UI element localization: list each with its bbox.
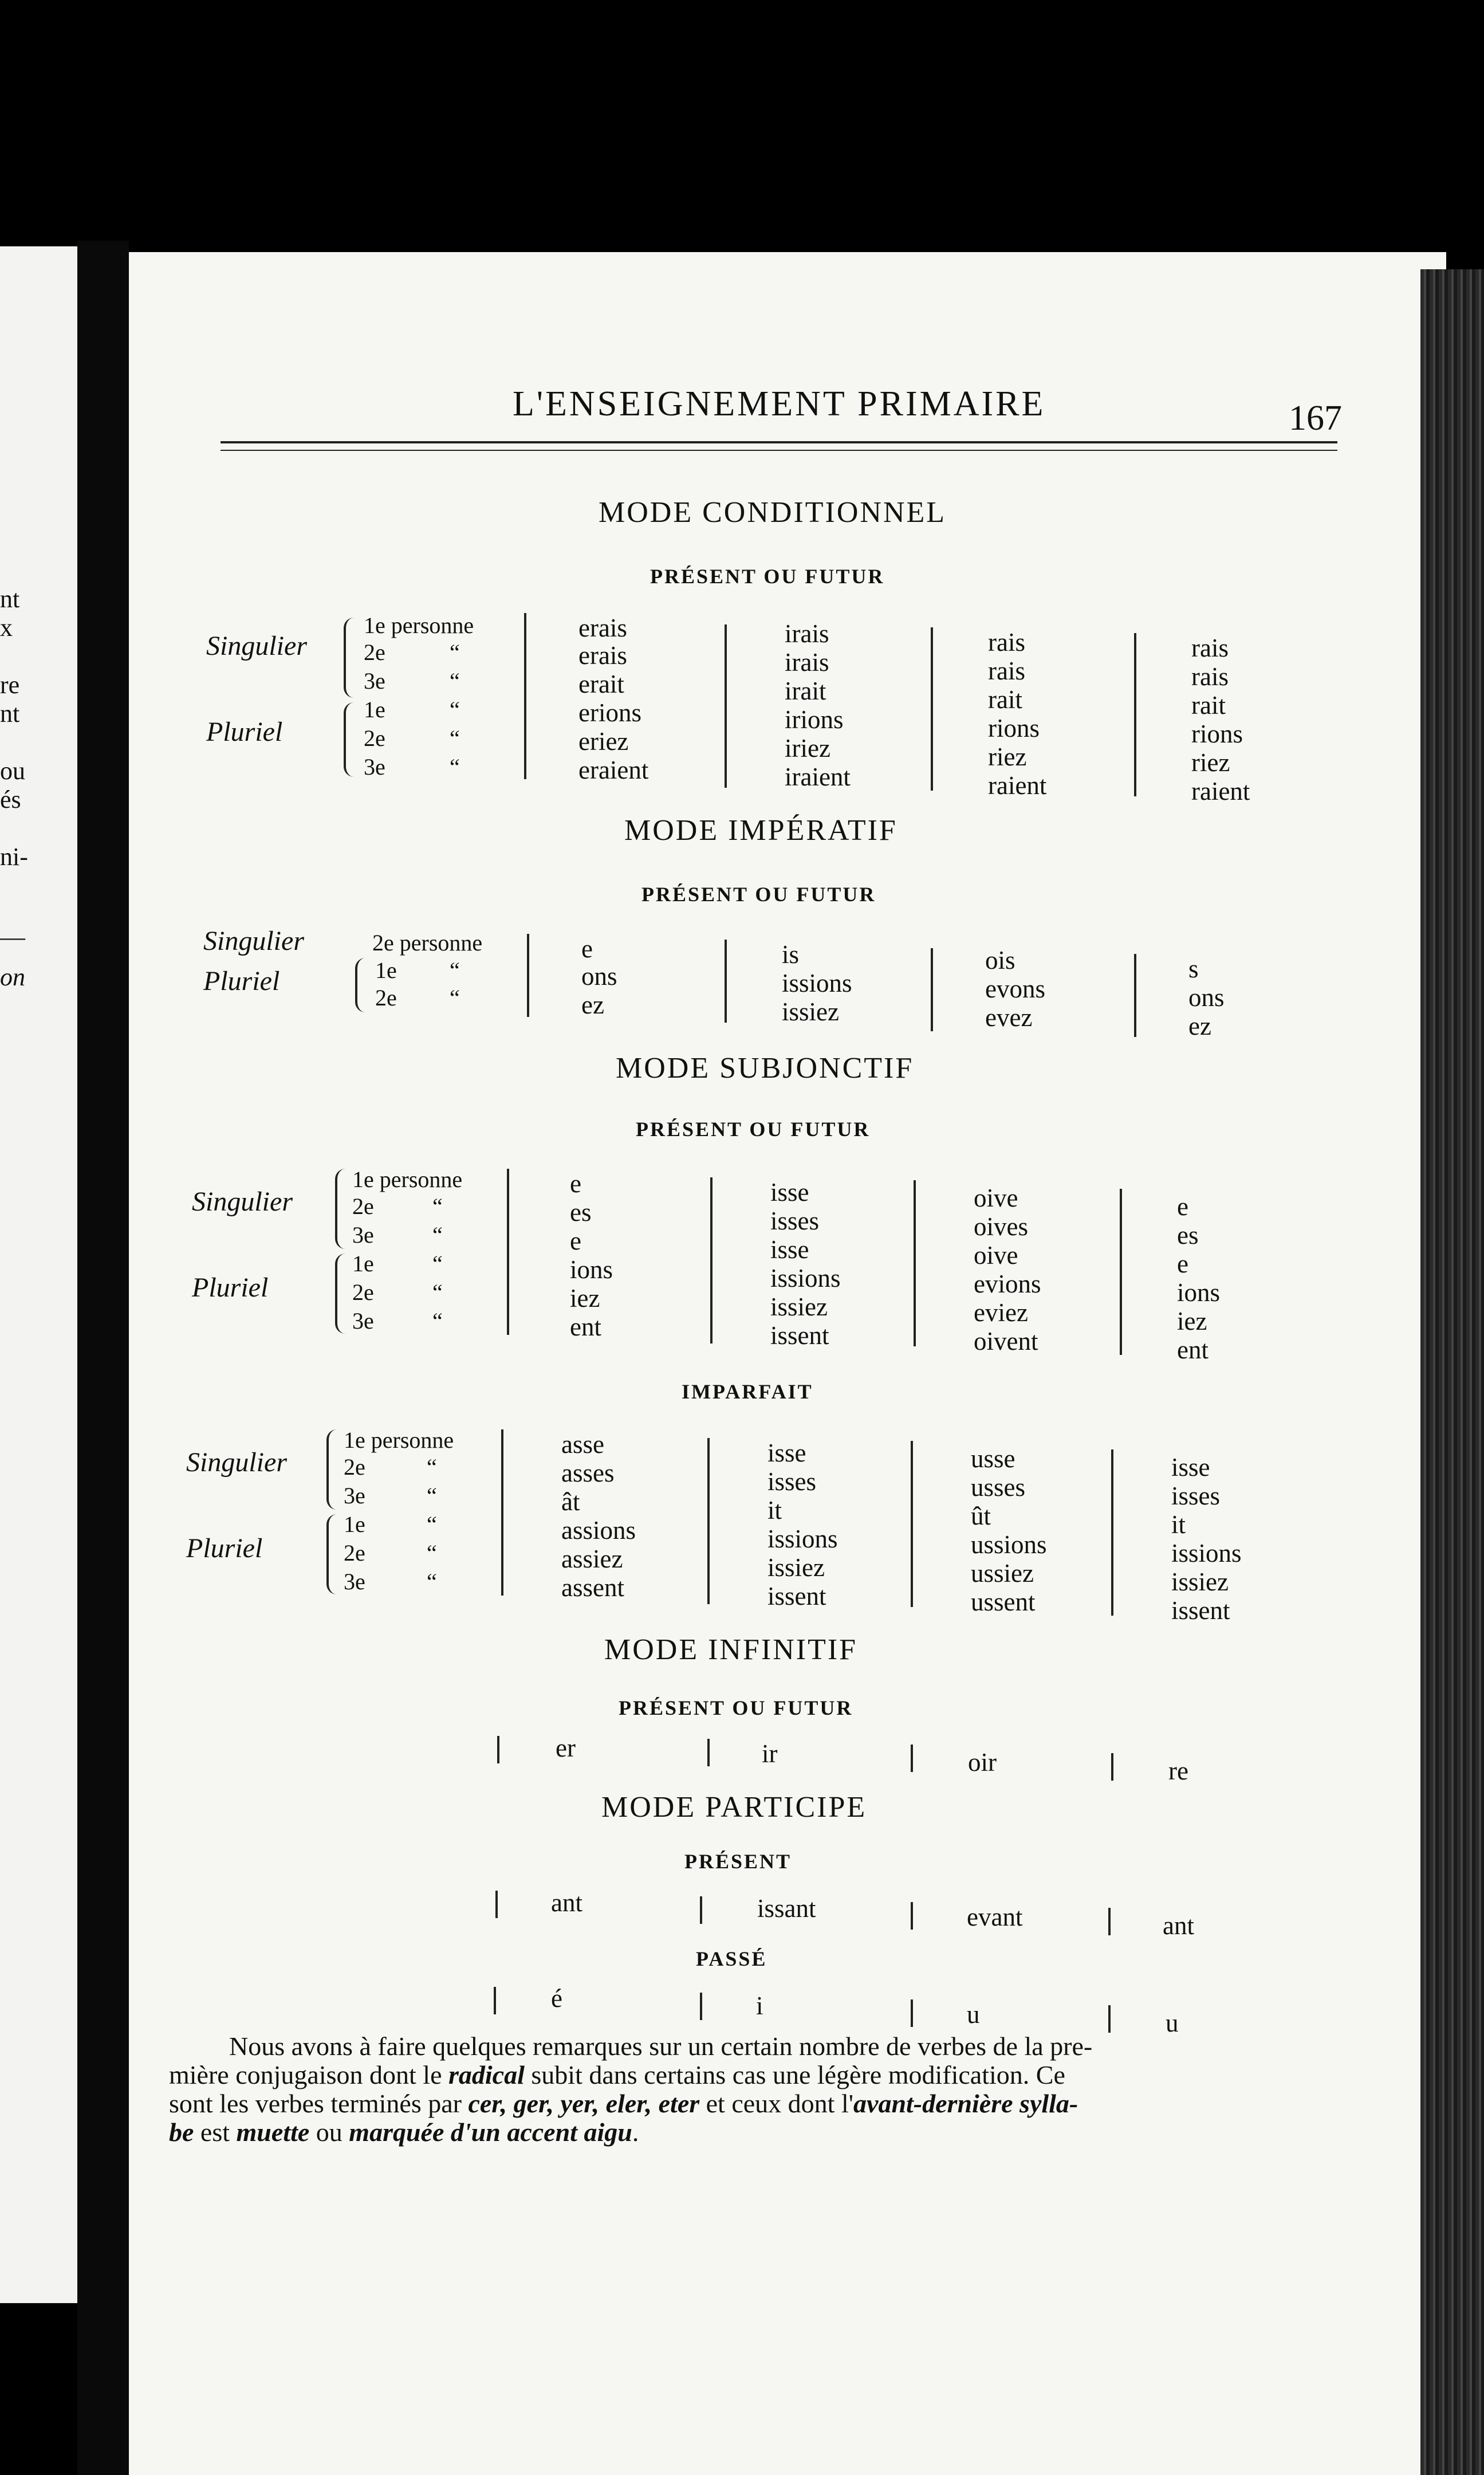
ditto-mark: “ [427, 1540, 437, 1566]
ending: assions [561, 1516, 636, 1545]
ending: ussent [971, 1588, 1036, 1616]
ditto-mark: “ [432, 1222, 443, 1248]
ending: isse [1171, 1453, 1210, 1482]
person-label: 2e [364, 725, 385, 751]
column-divider [494, 1987, 496, 2014]
ending: oivent [974, 1327, 1038, 1356]
ending: issant [757, 1894, 816, 1923]
ditto-mark: “ [450, 754, 460, 780]
person-label: 1e personne [352, 1166, 463, 1192]
ending: u [1166, 2009, 1179, 2037]
previous-page-edge [0, 246, 77, 2303]
tense-label: PRÉSENT OU FUTUR [650, 565, 885, 588]
section-title-subjonctif: MODE SUBJONCTIF [616, 1052, 914, 1085]
column-divider [1134, 633, 1136, 796]
column-divider [725, 940, 727, 1023]
paragraph-text: sont les verbes terminés par [169, 2089, 469, 2118]
ending: issiez [782, 997, 839, 1026]
ending: oir [968, 1748, 997, 1777]
paragraph-line [169, 2090, 1078, 2118]
ending: erais [578, 614, 627, 642]
ending: riez [988, 742, 1027, 771]
ending: erais [578, 641, 627, 670]
column-divider [495, 1891, 498, 1918]
ending: eraient [578, 756, 649, 784]
column-divider [700, 1993, 702, 2020]
prev-page-fragment: ou [0, 757, 25, 785]
section-title-participe: MODE PARTICIPE [601, 1791, 867, 1824]
paragraph-text: . [632, 2118, 639, 2147]
ending: re [1168, 1757, 1188, 1785]
person-label: 3e [352, 1308, 374, 1334]
ditto-mark: “ [432, 1279, 443, 1305]
ending: ir [762, 1739, 778, 1768]
paragraph-text: ou [309, 2118, 349, 2147]
ending: iez [1177, 1307, 1207, 1335]
column-divider [725, 624, 727, 788]
column-divider [1111, 1753, 1113, 1781]
column-divider [527, 934, 529, 1017]
ending: ions [570, 1255, 613, 1284]
ditto-mark: “ [432, 1308, 443, 1334]
ending: oive [974, 1241, 1018, 1270]
column-divider [507, 1169, 509, 1335]
brace [355, 958, 365, 1012]
ending: oive [974, 1184, 1018, 1212]
label-pluriel: Pluriel [206, 717, 283, 747]
ending: issions [770, 1264, 841, 1292]
ending: ez [581, 991, 604, 1019]
ending: issions [1171, 1539, 1242, 1568]
ending: raient [1191, 777, 1250, 806]
paragraph-text: et ceux dont l' [699, 2089, 854, 2118]
ending: iraient [785, 763, 851, 791]
ending: issions [767, 1525, 838, 1553]
ending: issions [782, 969, 852, 997]
running-header-title: L'ENSEIGNEMENT PRIMAIRE [513, 384, 1046, 423]
header-rule [221, 441, 1337, 443]
ending: evant [967, 1903, 1023, 1931]
ending: ez [1188, 1012, 1211, 1040]
ditto-mark: “ [450, 668, 460, 694]
paragraph-emphasis: marquée d'un accent aigu [349, 2118, 632, 2147]
label-singulier: Singulier [186, 1447, 287, 1478]
person-label: 1e personne [344, 1427, 454, 1453]
person-label: 2e [344, 1454, 365, 1480]
person-label: 2e [344, 1540, 365, 1566]
paragraph-emphasis: cer, ger, yer, eler, eter [468, 2089, 700, 2118]
ditto-mark: “ [450, 957, 460, 983]
ending: irais [785, 648, 829, 677]
section-title-conditionnel: MODE CONDITIONNEL [599, 496, 947, 529]
prev-page-fragment: ni- [0, 843, 28, 871]
ending: it [767, 1496, 782, 1525]
ending: eriez [578, 727, 629, 756]
ending: rais [1191, 662, 1229, 691]
column-divider [931, 948, 933, 1031]
section-title-imperatif: MODE IMPÉRATIF [624, 814, 898, 847]
person-label: 1e [364, 697, 385, 722]
column-divider [1134, 954, 1136, 1037]
ending: ent [570, 1313, 601, 1341]
person-label: 1e [352, 1251, 374, 1276]
ending: issent [770, 1321, 829, 1350]
tense-label: IMPARFAIT [682, 1380, 813, 1403]
column-divider [707, 1438, 710, 1604]
ending: isse [767, 1439, 806, 1467]
ending: issiez [767, 1553, 825, 1582]
brace [335, 1169, 345, 1249]
prev-page-fragment: és [0, 785, 21, 814]
column-divider [1120, 1189, 1122, 1355]
column-divider [1108, 2005, 1111, 2033]
ending: isses [767, 1467, 817, 1496]
column-divider [914, 1180, 916, 1346]
column-divider [911, 1902, 913, 1930]
ending: raient [988, 771, 1047, 800]
ending: rions [1191, 720, 1243, 748]
column-divider [710, 1177, 713, 1343]
ending: s [1188, 954, 1199, 983]
column-divider [911, 1441, 913, 1607]
person-label: 3e [364, 668, 385, 694]
ending: issiez [770, 1292, 828, 1321]
ditto-mark: “ [432, 1251, 443, 1276]
person-label: 1e personne [364, 612, 474, 638]
ditto-mark: “ [427, 1569, 437, 1594]
paragraph-emphasis: muette [236, 2118, 310, 2147]
tense-label: PRÉSENT OU FUTUR [641, 883, 876, 906]
ending: ois [985, 946, 1015, 975]
brace [344, 702, 354, 777]
ending: evons [985, 975, 1045, 1003]
ditto-mark: “ [450, 725, 460, 751]
ending: issent [767, 1582, 826, 1610]
ending: rais [988, 628, 1025, 657]
ending: erait [578, 670, 624, 698]
ditto-mark: “ [427, 1454, 437, 1480]
label-singulier: Singulier [203, 926, 304, 956]
brace [326, 1429, 337, 1510]
ending: é [551, 1984, 562, 2013]
ending: ussiez [971, 1559, 1034, 1588]
prev-page-fragment: — [0, 923, 25, 951]
page-number: 167 [1289, 399, 1342, 438]
paragraph-text: mière conjugaison dont le [169, 2060, 448, 2089]
ending: issent [1171, 1596, 1230, 1625]
column-divider [700, 1896, 702, 1924]
ending: is [782, 940, 800, 969]
ending: e [1177, 1250, 1188, 1278]
ending: oives [974, 1212, 1028, 1241]
ending: usse [971, 1444, 1015, 1473]
ending: riez [1191, 748, 1230, 777]
ending: rait [1191, 691, 1226, 720]
ending: u [967, 2000, 980, 2029]
person-label: 3e [344, 1569, 365, 1594]
paragraph-line [169, 2061, 1065, 2089]
prev-page-fragment: on [0, 963, 25, 991]
ending: isses [770, 1207, 820, 1235]
ending: ant [551, 1888, 582, 1917]
ending: isse [770, 1178, 809, 1207]
person-label: 1e [375, 957, 397, 983]
ending: isses [1171, 1482, 1221, 1510]
ending: e [1177, 1192, 1188, 1221]
ending: e [581, 934, 593, 963]
header-rule [221, 450, 1337, 451]
ending: usses [971, 1473, 1026, 1502]
page-edges [1420, 269, 1484, 2475]
person-label: 3e [364, 754, 385, 780]
ending: evions [974, 1270, 1041, 1298]
paragraph-text: est [194, 2118, 237, 2147]
ditto-mark: “ [427, 1511, 437, 1537]
column-divider [524, 613, 526, 779]
ditto-mark: “ [450, 697, 460, 722]
tense-label: PASSÉ [696, 1947, 767, 1970]
paragraph-line [229, 2033, 1092, 2060]
ending: rais [1191, 634, 1229, 662]
brace [326, 1514, 337, 1594]
ending: rais [988, 657, 1025, 685]
paragraph-emphasis: be [169, 2118, 194, 2147]
paragraph-emphasis: avant-dernière sylla- [853, 2089, 1078, 2118]
ending: iez [570, 1284, 600, 1313]
ending: erions [578, 698, 641, 727]
label-pluriel: Pluriel [186, 1533, 263, 1563]
paragraph-line [169, 2119, 639, 2146]
ending: rait [988, 685, 1022, 714]
book-gutter [77, 241, 129, 2475]
prev-page-fragment: re [0, 671, 20, 699]
prev-page-fragment: nt [0, 585, 20, 613]
label-singulier: Singulier [192, 1187, 293, 1217]
person-label: 2e [364, 639, 385, 665]
brace [335, 1254, 345, 1334]
ending: assent [561, 1573, 624, 1602]
person-label: 2e [352, 1279, 374, 1305]
label-pluriel: Pluriel [192, 1272, 269, 1303]
ending: ant [1163, 1911, 1194, 1940]
ditto-mark: “ [450, 985, 460, 1011]
ending: rions [988, 714, 1040, 742]
ending: it [1171, 1510, 1186, 1539]
ending: ons [581, 962, 617, 991]
ending: ât [561, 1487, 580, 1516]
ending: iriez [785, 734, 830, 763]
label-pluriel: Pluriel [203, 966, 280, 996]
ending: isse [770, 1235, 809, 1264]
person-label: 2e [352, 1193, 374, 1219]
tense-label: PRÉSENT [684, 1850, 792, 1873]
ditto-mark: “ [432, 1193, 443, 1219]
ditto-mark: “ [427, 1483, 437, 1508]
column-divider [911, 1999, 913, 2027]
ending: ions [1177, 1278, 1221, 1307]
column-divider [501, 1429, 503, 1596]
ending: assiez [561, 1545, 623, 1573]
person-label: 3e [344, 1483, 365, 1508]
person-label: 2e [375, 985, 397, 1011]
paragraph-text: subit dans certains cas une légère modification. Ce [524, 2060, 1065, 2089]
column-divider [911, 1745, 913, 1772]
ending: ussions [971, 1530, 1047, 1559]
person-label: 3e [352, 1222, 374, 1248]
tense-label: PRÉSENT OU FUTUR [619, 1696, 853, 1719]
column-divider [707, 1739, 710, 1766]
ending: ût [971, 1502, 991, 1530]
ending: issiez [1171, 1568, 1229, 1596]
ending: i [756, 1991, 763, 2020]
column-divider [1108, 1908, 1111, 1935]
brace [344, 618, 354, 698]
ending: e [570, 1227, 581, 1255]
ending: es [1177, 1221, 1199, 1250]
ending: asse [561, 1430, 604, 1459]
ending: e [570, 1169, 581, 1198]
person-label: 2e personne [372, 930, 483, 956]
ending: er [556, 1734, 576, 1762]
column-divider [497, 1736, 499, 1763]
ending: eviez [974, 1298, 1028, 1327]
ending: ent [1177, 1335, 1209, 1364]
paragraph-text: Nous avons à faire quelques remarques sur un certain nombre de verbes de la pre- [229, 2032, 1093, 2061]
ending: irait [785, 677, 826, 705]
person-label: 1e [344, 1511, 365, 1537]
ending: evez [985, 1003, 1033, 1032]
prev-page-fragment: x [0, 614, 13, 642]
paragraph-emphasis: radical [448, 2060, 525, 2089]
ending: irais [785, 619, 829, 648]
section-title-infinitif: MODE INFINITIF [604, 1633, 858, 1666]
ending: irions [785, 705, 844, 734]
ditto-mark: “ [450, 639, 460, 665]
prev-page-fragment: nt [0, 700, 20, 728]
ending: ons [1188, 983, 1225, 1012]
column-divider [1111, 1449, 1113, 1616]
ending: es [570, 1198, 592, 1227]
column-divider [931, 627, 933, 791]
tense-label: PRÉSENT OU FUTUR [636, 1118, 871, 1141]
label-singulier: Singulier [206, 631, 307, 661]
ending: asses [561, 1459, 615, 1487]
